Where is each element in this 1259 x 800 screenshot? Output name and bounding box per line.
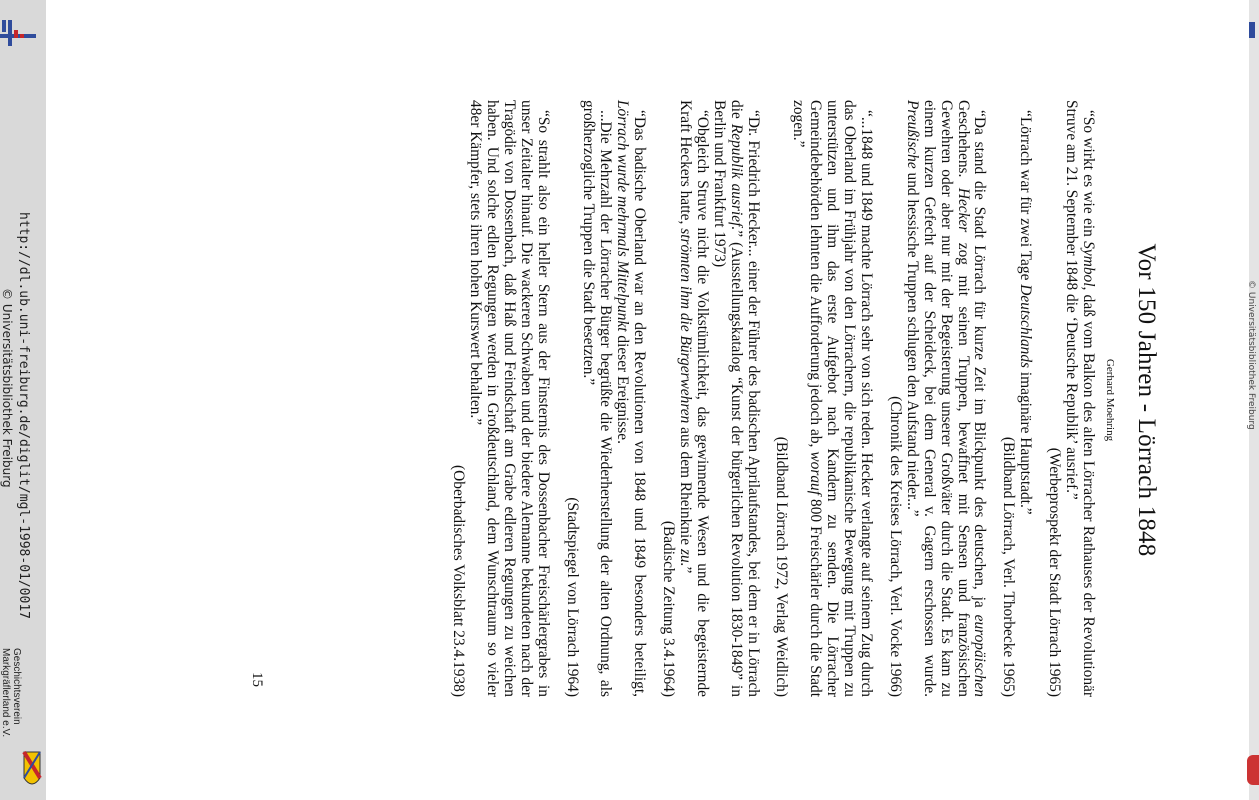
quote-paragraph bbox=[1062, 100, 1096, 697]
emphasis-text: europäischen bbox=[971, 614, 989, 697]
page-body bbox=[437, 100, 1096, 697]
text-segment: Geschehens. bbox=[954, 100, 972, 188]
paragraph-gap bbox=[761, 100, 773, 697]
paragraph-gap bbox=[647, 100, 659, 697]
right-logo-mark-icon bbox=[1249, 22, 1255, 38]
paragraph-gap bbox=[987, 100, 999, 697]
text-segment: und hessische Truppen schlugen den Aufstand nieder...” bbox=[903, 168, 921, 517]
scanned-page bbox=[240, 100, 1160, 700]
text-segment: dieser Ereignisse. bbox=[614, 331, 632, 444]
source-citation: (Stadtspiegel von Lörrach 1964) bbox=[563, 497, 581, 697]
paragraph-gap bbox=[437, 100, 449, 697]
emphasis-text: Symbol, bbox=[1080, 241, 1097, 291]
source-citation: (Bildband Lörrach, Verl. Thorbecke 1965) bbox=[1000, 436, 1018, 697]
text-segment: aus dem Rheinknie bbox=[676, 423, 694, 549]
copyright-notice: © Universitätsbibliothek Freiburg bbox=[0, 288, 14, 488]
emphasis-text: zu. bbox=[676, 548, 694, 567]
text-segment: imaginäre Hauptstadt.” bbox=[1017, 368, 1035, 515]
source-citation: (Badische Zeitung 3.4.1964) bbox=[660, 520, 678, 697]
emphasis-text: Republik ausrief. bbox=[727, 123, 745, 231]
verein-line-2: Markgräflerland e.V. bbox=[0, 648, 11, 738]
emphasis-text: Lörrach wurde mehrmals Mittelpunkt bbox=[614, 100, 632, 332]
page-author: Gerhard Moehring bbox=[1104, 358, 1116, 442]
quote-paragraph bbox=[613, 100, 647, 697]
text-segment: ” (Ausstellungskatalog “Kunst der bürgerlichen Revolution 1830-1849” in Berlin und Frankfurt 1973) bbox=[710, 100, 745, 697]
document-url-link[interactable]: http://dl.ub.uni-freiburg.de/diglit/mgl-1998-01/0017 bbox=[16, 212, 31, 619]
text-segment: “...1848 und 1849 machte Lörrach sehr von sich reden. Hecker verlangte auf seinem Zug durch das Oberland im Frühjahr von den Lörrachern, die republikanische Bewegung mit Truppen zu unterstützen und ihm das erste Aufgebot nach Kandern zu senden. Die Lörracher Gemeindebehörden lehnten die Aufforderung jedoch ab, bbox=[807, 100, 876, 697]
text-segment: “Lörrach war für zwei Tage bbox=[1017, 110, 1035, 285]
paragraph-gap bbox=[1033, 100, 1045, 697]
emphasis-text: Hecker bbox=[954, 187, 972, 233]
text-segment: “So strahlt also ein heller Stern aus der Finsternis des Dossenbacher Freischärlergrabes in unser Zeitalter hinauf. Die wackeren Schwaben und der biedere Alemanne bekundeten nach der Tragödie von Dossenbach, daß Haß und Feindschaft am Grabe edleren Regungen zu weichen haben. Und solche edlen Regungen werden in Großdeutschland, dem Wunschtraum so vieler 48er Kämpfer, stets ihren hohen Kurswert behalten.” bbox=[467, 100, 552, 697]
quote-paragraph bbox=[903, 100, 988, 697]
quote-paragraph bbox=[676, 100, 710, 697]
text-segment: “Das badische Oberland war an den Revolutionen von 1848 und 1849 besonders beteiligt, bbox=[631, 110, 649, 697]
text-segment: “Obgleich Struve nicht die Volkstümlichkeit, das gewinnende Wesen und die begeisternde Kraft Heckers hatte, bbox=[676, 100, 711, 697]
right-seal-icon bbox=[1247, 755, 1259, 785]
text-segment: daß vom Balkon des alten Lörracher Rathauses der Revolutionär Struve am 21. September 1848 die ‘Deutsche Republik’ ausrief.” bbox=[1063, 100, 1097, 698]
quote-paragraph bbox=[790, 100, 875, 697]
page-title: Vor 150 Jahren - Lörrach 1848 bbox=[1133, 243, 1160, 557]
emphasis-text: worauf bbox=[807, 451, 825, 496]
source-citation: (Chronik des Kreises Lörrach, Verl. Vocke 1966) bbox=[886, 396, 904, 697]
source-citation: (Oberbadisches Volksblatt 23.4.1938) bbox=[450, 465, 468, 697]
ub-freiburg-logo-icon[interactable] bbox=[0, 20, 36, 46]
text-segment: “Dr. Friedrich Hecker... einer der Führer des badischen Aprilaufstandes, bei dem er in Lörrach die bbox=[727, 100, 762, 697]
emphasis-text: strömten ihm die Bürgerwehren bbox=[676, 228, 694, 424]
source-citation: (Bildband Lörrach 1972, Verlag Weidlich) bbox=[773, 436, 791, 697]
text-segment: “So wirkt es wie ein bbox=[1080, 110, 1097, 242]
text-segment: ” bbox=[676, 566, 694, 574]
quote-paragraph bbox=[710, 100, 761, 697]
text-segment: “Da stand die Stadt Lörrach für kurze Zeit im Blickpunkt des deutschen, ja bbox=[971, 110, 989, 615]
quote-paragraph bbox=[1016, 100, 1033, 697]
paragraph-gap bbox=[551, 100, 563, 697]
text-segment: ...Die Mehrzahl der Lörracher Bürger begrüßte die Wiederherstellung der alten Ordnung, als großherzogliche Truppen die Stadt besetzten.” bbox=[580, 100, 615, 697]
quote-paragraph bbox=[580, 100, 614, 697]
page-number: 15 bbox=[249, 672, 265, 687]
viewer-left-strip bbox=[0, 0, 46, 800]
text-segment: zog mit seinen Truppen, bewaffnet mit Sensen und französischen Gewehren oder aber nur mit der Begeisterung unserer Großväter durch die Stadt. Es kam zu einem kurzen Gefecht auf der Scheideck, bei dem General v. Gagern erschossen wurde. bbox=[920, 100, 972, 697]
paragraph-gap bbox=[874, 100, 886, 697]
right-edge-copyright: © Universitätsbibliothek Freiburg bbox=[1246, 280, 1256, 430]
text-segment: 800 Freischärler durch die Stadt zogen.” bbox=[790, 100, 825, 697]
quote-paragraph bbox=[466, 100, 551, 697]
emphasis-text: Deutschlands bbox=[1017, 284, 1035, 369]
verein-label bbox=[0, 648, 22, 737]
geschichtsverein-crest-icon[interactable] bbox=[22, 750, 42, 794]
emphasis-text: Preußische bbox=[903, 100, 921, 169]
source-citation: (Werbeprospekt der Stadt Lörrach 1965) bbox=[1046, 447, 1064, 697]
verein-line-1: Geschichtsverein bbox=[11, 648, 22, 725]
